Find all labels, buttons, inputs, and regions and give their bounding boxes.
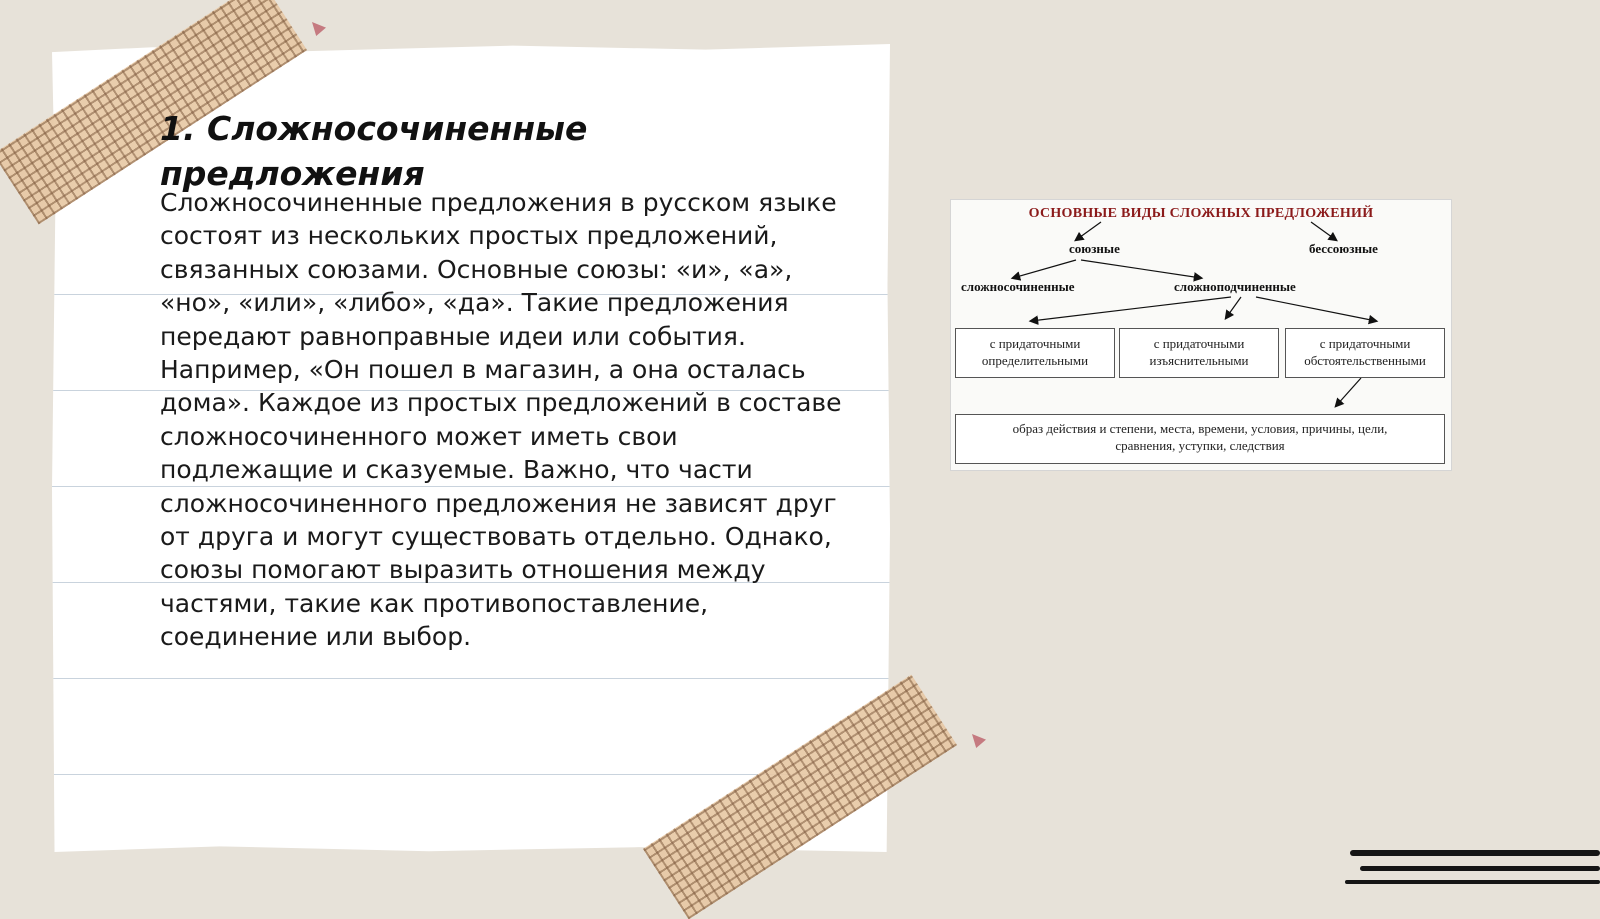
sentence-types-diagram — [950, 199, 1452, 471]
box-adverbial — [1285, 328, 1445, 378]
tape-tip-bottom — [972, 734, 986, 748]
box-attributive — [955, 328, 1115, 378]
arrow-to-box3 — [1256, 297, 1376, 321]
brush-stroke — [1345, 880, 1600, 884]
box-adverbial-types — [955, 414, 1445, 464]
box-explanatory-line2: изъяснительными — [1149, 353, 1249, 368]
label-nonunion: бессоюзные — [1309, 241, 1378, 256]
label-complex: сложноподчиненные — [1174, 279, 1296, 294]
label-union: союзные — [1069, 241, 1120, 256]
box-attributive-line2: определительными — [981, 353, 1089, 368]
box-explanatory-line1: с придаточными — [1153, 336, 1245, 351]
arrow-to-box4 — [1336, 378, 1361, 406]
brush-stroke — [1360, 866, 1600, 871]
box-adverbial-line2: обстоятельственными — [1304, 353, 1426, 368]
arrow-to-complex — [1081, 260, 1201, 278]
diagram-title: ОСНОВНЫЕ ВИДЫ СЛОЖНЫХ ПРЕДЛОЖЕНИЙ — [1028, 206, 1374, 221]
arrow-to-compound — [1013, 260, 1076, 278]
slide-body-text: Сложносочиненные предложения в русском языке состоят из нескольких простых предложений, связанных союзами. Основные союзы: «и», «а», «но», «или», «либо», «да». Такие предложения передают равноправные идеи или события. Например, «Он пошел в магазин, а она осталась дома». Каждое из простых предложений в составе сложносочиненного может иметь свои подлежащие и сказуемые. Важно, что части сложносочиненного предложения не зависят друг от друга и могут существовать отдельно. Однако, союзы помогают выразить отношения между частями, такие как противопоставление, соединение или выбор. — [160, 188, 842, 652]
box-adverbial-line1: с придаточными — [1319, 336, 1411, 351]
arrow-to-box2 — [1226, 297, 1241, 318]
tape-tip-top — [312, 22, 326, 36]
slide-title: 1. Сложносочиненные предложения — [160, 109, 588, 193]
box-explanatory — [1119, 328, 1279, 378]
arrow-to-union — [1076, 222, 1101, 240]
arrow-to-nonunion — [1311, 222, 1336, 240]
arrow-to-box1 — [1031, 297, 1231, 321]
box-adverbial-types-line2: сравнения, уступки, следствия — [1115, 438, 1285, 453]
label-compound: сложносочиненные — [961, 279, 1075, 294]
brush-stroke — [1350, 850, 1600, 856]
box-adverbial-types-line1: образ действия и степени, места, времени, условия, причины, цели, — [1012, 421, 1388, 436]
box-attributive-line1: с придаточными — [989, 336, 1081, 351]
paper-rule-line — [52, 678, 890, 679]
